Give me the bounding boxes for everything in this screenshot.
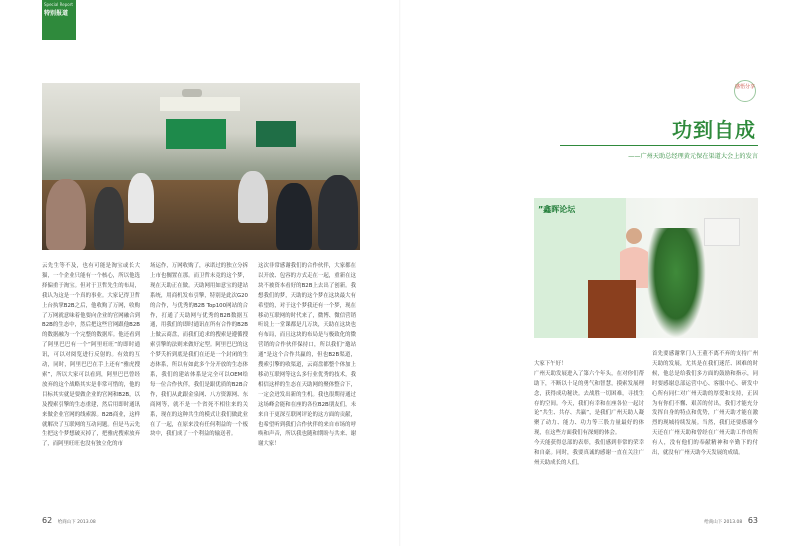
attendee: [318, 175, 358, 250]
attendee: [46, 179, 86, 250]
section-tab-subtitle: Special Report: [44, 2, 73, 7]
section-tab-title: 特别报道: [44, 9, 69, 17]
right-folio-label: 给商山下 2013.08: [704, 520, 743, 525]
attendee: [276, 183, 312, 250]
side-screen: [256, 121, 296, 147]
projection-screen: [166, 119, 226, 149]
right-page-number: 63: [747, 516, 758, 525]
stage-banner: [160, 97, 240, 111]
air-conditioner: [704, 218, 740, 246]
left-folio: [42, 516, 96, 525]
article-tag-badge: [734, 80, 756, 102]
ceiling-lamp: [182, 89, 202, 97]
body-text: 首先要感谢掌门人王董不离不弃的支持广州天助的发展，尤其是在我们迷茫、困难的时候，他总是给我们多方面的鼓励和指示，同时要感谢总部运营中心、客服中心、研发中心所有同仁对广州天助的厚爱和支持，正因为有你们不懈、艰苦的付出，我们才能充分发挥自身的特点和优势，广州天助才能在激烈的现城持续发展。当然，我们还要感谢今天还在广州天助和曾经在广州天助工作的所有人，没有他们的奉献精神和辛勤下的付出，就没有广州天助今天发展的成绩。: [652, 351, 758, 457]
speaker-figure: [616, 226, 652, 288]
left-column-2: [150, 262, 248, 440]
right-folio: [704, 516, 758, 525]
podium: [588, 280, 636, 338]
headline-divider: [560, 145, 758, 146]
attendee: [128, 173, 154, 223]
left-folio-label: 给商山下 2013.08: [57, 520, 96, 525]
left-page-number: 62: [42, 516, 53, 525]
audience-area: [42, 180, 360, 250]
body-text: 大家下午好！ 广州天助发展进入了第六个年头，在对你们帮助下，不断以十足的勇气和智慧，摸索发展理念，获得成功秘诀。去战胜一切困难，寻找生存的空间。今天，我们有幸和在座各位一起讨论“共生、共存、共赢”，是我们广州天助人凝聚了动力、能力、功力等三股力量最好的体现，在这些方面我们有深刻的体会。 今天能获得总部的表彰，我们感到非常的荣幸和自豪。同时，我要真诚的感谢一直在关注广州天助成长的人们，: [534, 360, 644, 466]
right-column-1: [534, 350, 644, 479]
page-gutter: [399, 0, 401, 546]
forum-banner-text: ”鑫晖论坛: [538, 205, 576, 214]
body-text: 云先生等不及，也有可能是淘宝或长大猫，一个企业只能有一个核心，所以他选择偏重于淘宝。但对于卫哲先生的布局，我认为这是一个真的事业。大家记得卫哲上台执掌B2B之后，他收购了万网，收购了万网就意味着他要向企业的官网融合到B2B的生态中，然后把这些官网跟他B2B的数据融为一个完整的数据库。他还看到了阿里巴巴有一个“阿里旺旺”的即时通讯，可以对阅览进行反射的。有效的互动，同时，阿里巴巴在手上还有“雅虎搜索”，所以大家可以看到，阿里巴巴曾经放弃的这个战略其实是非常可惜的，他的目标其实就是要做企业的官网和B2B，以及搜索引擎的生态重建，然后用即时通讯来做企业官网的线索源。B2B商业，这样就解决了互联网的互动问题。但是马云先生把这个梦想破灭掉了，把雅虎搜索放弃了，而阿里旺旺也没有独立化的市: [42, 263, 140, 448]
attendee: [238, 171, 268, 223]
article-subhead: ——广州天助总经理黄元保在渠道大会上的发言: [628, 153, 758, 160]
body-text: 场运作，万网收购了，承诺过的独立分拆上市也搁置在那。而卫哲未竟的这个梦，现在天助正在做。天助网用如意宝的建站系统，用商机发布引擎，特别是此次G20的合作，与优秀的B2B Top100网站的合作，打通了天助网与优秀的B2B数据互通，用我们的即时通讯在所有合作的B2B上做云商盘，而我们追求的搜索是遵循搜索引擎的法则来做好定型。阿里巴巴的这个梦夭折到底是我们在还是一个封闭的生态体系，所以有如此多个分开放的生态体系，我们的建站体系是完全可以OEM给每一位合作伙伴，我们是跟优质的B2B合作，我们从此跟金泉网、八方资源网、东商网等，就不是一个省死不相往来的关系，现在的这种共生的模式让我们做此业在了一起，在原来没有任何利益的一个板块中，我们成了一个利益的输送者。: [150, 263, 248, 438]
left-column-1: [42, 262, 140, 450]
attendee: [94, 187, 124, 250]
article-headline: 功到自成: [672, 118, 756, 142]
article-tag-text: 感悟分享: [735, 84, 756, 90]
potted-plant: [646, 228, 706, 338]
section-tab: [42, 0, 76, 40]
left-column-3: [258, 262, 356, 450]
right-column-2: [652, 350, 758, 459]
conference-photo: [42, 83, 360, 250]
speaker-photo: [534, 198, 758, 338]
body-text: 这次非常感谢我们的合作伙伴，大家都在以开放、包容的方式走在一起，重新在这块不被资本看好的B2B上去出了创新。我想我们的梦，天助的这个梦在这块最大有希望的，对于这个梦我还有一个梦，现在移动互联网的时代来了，微博、微信营销听说上一堂课都是几万块，天助在这块也有布局，而且这块的布局是与极致化的微营销的合作伙伴保持口，所以我们“邀站通”是这个合作共赢的，但也B2B渠道，搜索引擎的收渠道，云商盘都整个体加上移动互联网等这么多行业优秀的技术，我相信这样的生态在天助网的聚体整合下，一定会迸发出新的生机。我也很期待通过这场峰会能和在座的各位B2B朋友们，未来自于更深互联网评论的这方面的贡献，也希望听到我们合作伙伴的来自市场的呼唤和声音，所以我也随和期盼与共来、谢谢大家！: [258, 263, 356, 448]
